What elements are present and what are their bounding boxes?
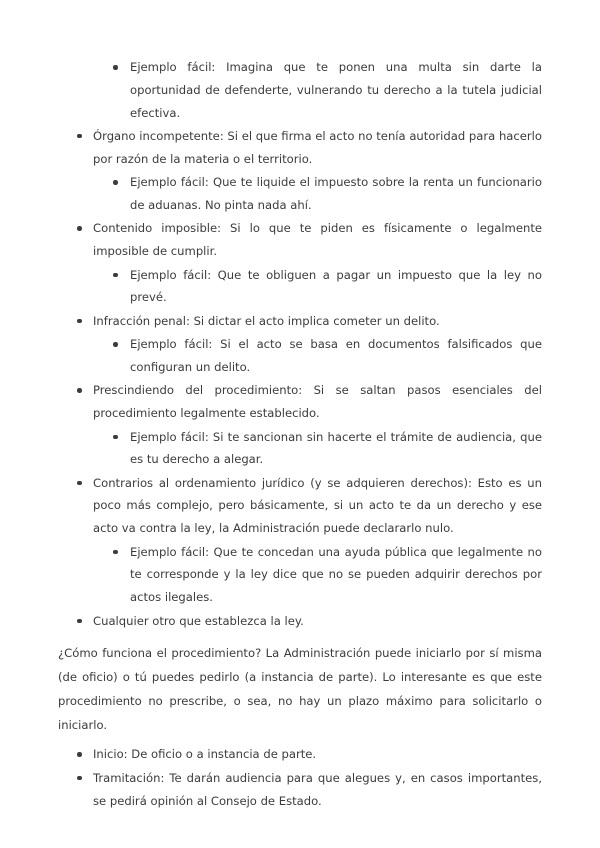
list-item-text: Prescindiendo del procedimiento: Si se saltan pasos esenciales del procedimiento legalmente establecido. [93,383,542,421]
list-item-text: Cualquier otro que establezca la ley. [93,613,304,628]
list-item-text: Ejemplo fácil: Que te obliguen a pagar un impuesto que la ley no prevé. [130,267,542,305]
list-item [58,264,542,310]
bullet-icon [113,342,118,347]
list-item [58,310,542,333]
list-item [58,125,542,171]
nullity-causes-list [58,56,542,632]
list-item [58,472,542,540]
list-item [58,743,542,766]
bullet-icon [113,65,118,70]
bullet-icon [77,776,82,781]
bullet-icon [77,481,82,486]
list-item-text: Ejemplo fácil: Si el acto se basa en documentos falsificados que configuran un delito. [130,337,542,374]
bullet-icon [77,388,82,393]
list-item-text: Infracción penal: Si dictar el acto implica cometer un delito. [93,313,440,328]
bullet-icon [113,273,118,278]
bullet-icon [77,319,82,324]
list-item-text: Ejemplo fácil: Imagina que te ponen una multa sin darte la oportunidad de defenderte, vulnerando tu derecho a la tutela judicial efectiva. [130,60,542,120]
list-item-text: Ejemplo fácil: Que te liquide el impuesto sobre la renta un funcionario de aduanas. No pinta nada ahí. [130,175,542,212]
list-item-text: Contrarios al ordenamiento jurídico (y se adquieren derechos): Esto es un poco más complejo, pero básicamente, si un acto te da un derecho y ese acto va contra la ley, la Administración puede declararlo nulo. [93,475,542,536]
list-item [58,217,542,263]
procedure-paragraph: ¿Cómo funciona el procedimiento? La Administración puede iniciarlo por sí misma (de oficio) o tú puedes pedirlo (a instancia de parte). Lo interesante es que este procedimiento no prescribe, o sea, no hay un plazo máximo para solicitarlo o iniciarlo. [58,646,542,733]
list-item-text: Ejemplo fácil: Si te sancionan sin hacerte el trámite de audiencia, que es tu derecho a alegar. [130,429,542,467]
procedure-steps-list [58,743,542,812]
bullet-icon [77,752,82,757]
list-item [58,426,542,472]
list-item-text: Órgano incompetente: Si el que firma el acto no tenía autoridad para hacerlo por razón de la materia o el territorio. [93,128,542,166]
list-item [58,767,542,813]
list-item [58,379,542,425]
bullet-icon [77,226,82,231]
bullet-icon [113,180,118,185]
bullet-icon [77,134,82,139]
bullet-icon [113,550,118,555]
list-item [58,171,542,217]
bullet-icon [113,435,118,440]
list-item [58,56,542,124]
list-item-text: Contenido imposible: Si lo que te piden es físicamente o legalmente imposible de cumplir. [93,221,542,259]
list-item-text: Tramitación: Te darán audiencia para que alegues y, en casos importantes, se pedirá opinión al Consejo de Estado. [93,770,542,808]
list-item-text: Inicio: De oficio o a instancia de parte. [93,747,317,762]
list-item-text: Ejemplo fácil: Que te concedan una ayuda pública que legalmente no te corresponde y la ley dice que no se pueden adquirir derechos por actos ilegales. [130,544,542,605]
bullet-icon [77,619,82,624]
list-item [58,333,542,379]
list-item [58,541,542,609]
list-item [58,610,542,633]
